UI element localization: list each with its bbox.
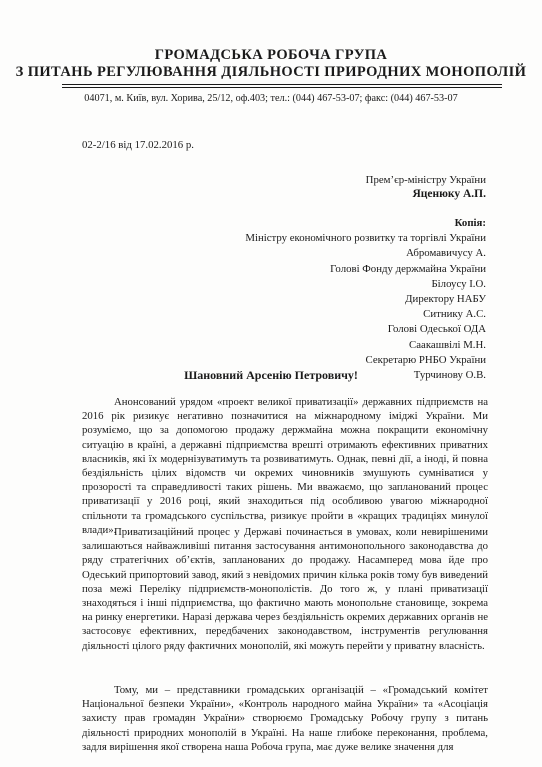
copy-line: Міністру економічного розвитку та торгівлі України: [245, 232, 486, 245]
body-paragraph-1: Анонсований урядом «проект великої приватизації» державних підприємств на 2016 рік ризикує негативно позначитися на міжнародному іміджі України. Ми розуміємо, що за допомогою продажу держмайна можна покращити економічну ситуацію в країні, а державні підприємства врешті отримають ефективних приватних власників, які їх модернізуватимуть та розвиватимуть. Однак, певні дії, а іноді, й повна бездіяльність цілих відомств чи окремих чиновників змушують сумніватися у прозорості та справедливості таких рішень. Ми вважаємо, що запланований процес приватизації у 2016 році, який знаходиться під особливою увагою міжнародної спільноти та громадського суспільства, ризикує пройти в «кращих традиціях минулої влади».: [82, 396, 488, 536]
letterhead-rule-thin: [62, 87, 502, 88]
copy-line: Саакашвілі М.Н.: [409, 338, 486, 351]
addressee-name: Яценюку А.П.: [412, 188, 486, 200]
copy-line: Директору НАБУ: [405, 293, 486, 306]
body-paragraph-3: Тому, ми – представники громадських організацій – «Громадський комітет Національної безпеки України», «Контроль народного майна України» та «Асоціація захисту прав громадян України» створюємо Громадську Робочу групу з питань діяльності природних монополій в Україні. На наше глибоке переконання, проблема, задля вирішення якої створена наша Робоча група, має дуже велике значення для: [82, 684, 488, 753]
letterhead-title-line2: З ПИТАНЬ РЕГУЛЮВАННЯ ДІЯЛЬНОСТІ ПРИРОДНИХ МОНОПОЛІЙ: [15, 64, 527, 80]
copies-label: Копія:: [454, 217, 486, 229]
copy-line: Голові Одеської ОДА: [387, 323, 486, 336]
greeting: Шановний Арсенію Петровичу!: [184, 368, 358, 382]
copies-block: [245, 216, 486, 383]
letterhead-title-line1: ГРОМАДСЬКА РОБОЧА ГРУПА: [154, 47, 388, 63]
copy-line: Голові Фонду держмайна України: [330, 262, 486, 275]
addressee-block: [366, 173, 486, 201]
copy-line: Ситнику А.С.: [423, 308, 486, 321]
copy-line: Турчинову О.В.: [413, 369, 486, 382]
copy-line: Секретарю РНБО України: [365, 353, 486, 366]
copy-line: Абромавичусу А.: [406, 247, 486, 260]
letterhead-address: 04071, м. Київ, вул. Хорива, 25/12, оф.403; тел.: (044) 467-53-07; факс: (044) 467-53-07: [84, 93, 458, 104]
letterhead-rule-thick: [62, 84, 502, 85]
copy-line: Білоусу І.О.: [431, 277, 486, 290]
reference-number: 02-2/16 від 17.02.2016 р.: [82, 139, 194, 151]
body-paragraph-2: Приватизаційний процес у Державі починається в умовах, коли невирішеними залишаються найважливіші питання застосування антимонопольного законодавства до ряду стратегічних об’єктів, запланованих до продажу. Насамперед мова йде про Одеський припортовий завод, який з невідомих причин кілька років тому був виведений поза межі Переліку підприємств-монополістів. До того ж, у плані приватизації знаходяться і інші підприємства, що фактично мають монопольне становище, зокрема на ринку енергетики. Наразі держава через бездіяльність окремих державних органів не застосовує ефективних, передбачених законодавством, інструментів регулювання діяльності цілого ряду фактичних монополій, які можуть перейти у приватну власність.: [82, 526, 488, 652]
addressee-position: Прем’єр-міністру України: [365, 174, 486, 186]
